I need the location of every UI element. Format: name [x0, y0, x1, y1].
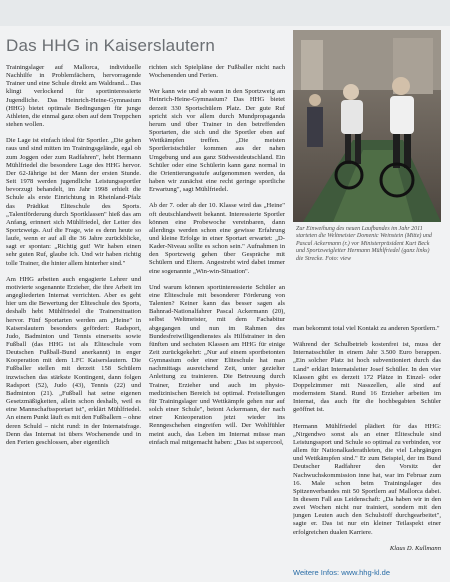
paragraph: Trainingslager auf Mallorca, individuelle Nachhilfe in Problemfächern, hervorragende Trainer und eine Schule direkt am Waldrand... Das klingt verlockend für sportinteressierte Jugendliche. Das Heinrich-Heine-Gymnasium (HHG) bietet optimale Bedingungen für junge Athleten, die einmal ganz oben auf dem Treppchen stehen wollen.	[6, 64, 141, 129]
paragraph: Ab der 7. oder ab der 10. Klasse wird das „Heine" oft deutschlandweit bekannt. Interessierte Sportler können eine Probewoche vereinbaren, dann allerdings werden schon eine gewisse Erfahrung und kleine Erfolge in einer Sportart erwartet: „D-Kader-Niveau sollte es schon sein." Aufnahmen in den Sportzweig gehen über Gespräche mit Schülern und Eltern. Angestrebt wird dabei immer eine sogenannte „Win-win-Situation".	[149, 202, 285, 275]
photo-caption: Zur Einweihung des neuen Laufbandes im Jahr 2011 starteten die Weltmeister Domenic Weinstein (Mitte) und Pascal Ackermann (r.) vor Ministerpräsident Kurt Beck und Sportzweigleiter Hermann Mühlfriedel (ganz links) die Strecke. Foto: view	[296, 226, 432, 262]
paragraph: richten sich Spielpläne der Fußballer nicht nach Wochenenden und Ferien.	[149, 64, 285, 80]
paragraph: Während der Schulbetrieb kostenfrei ist, muss der Internatsschüler in einem Jahr 3.500 Euro berappen. „Ein solcher Platz ist hoch subventioniert durch das Land" erklärt Internatsleiter Josef Schüller. In den vier Klassen gibt es derzeit 172 Plätze in Einzel- oder Doppelzimmer mit Nasszellen, alle sind auf modernstem Stand. Rund 16 Erzieher arbeiten im Internat, das auch für die hochbegabten Schüler geöffnet ist.	[293, 341, 441, 414]
paragraph: Und warum können sportinteressierte Schüler an eine Eliteschule mit besonderer Förderung von Talenten? Keiner kann das besser sagen als Bahnrad-Nationalfahrer Pascal Ackermann (20), selbst Weltmeister, mit dem Fachabitur abgegangen und nun im Rahmen des Bundesfreiwilligendienstes als Hilfstrainer in den fünften und sechsten Klassen am HHG für einige Zeit zurückgekehrt: „Nur auf einem sportbetonten Gymnasium oder einer Eliteschule hat man nachmittags ausreichend Zeit, unter gezielter Anleitung zu trainieren. Die Betreuung durch Trainer, Erzieher und auch im physio-medizinischen Bereich ist optimal. Freistellungen für Trainingslager und Wettkämpfe gehen nur auf solch einer Schule", betont Ackermann, der nach einer Knieoperation jetzt wieder ins Renngeschehen eingreifen will. Der Wohlfühler meint auch, das Leben im Internat müsse man einfach mal mitgemacht haben: „Das ist supercool,	[149, 283, 285, 446]
paragraph: Die Lage ist einfach ideal für Sportler. „Die gehen raus und sind mitten im Trainingsgelände, egal ob zum Joggen oder zum Radfahren", hebt Hermann Mühlfriedel die besondere Lage des HHG hervor. Der 62-Jährige ist der Mann der ersten Stunde. Seit 1978 werden jugendliche Leistungssportler bevorzugt behandelt, im Jahr 1998 erhielt die Schule als erste Einrichtung in Rheinland-Pfalz das Prädikat Eliteschule des Sports. „Talentförderung durch Sportklassen" hieß das am Anfang, erinnert sich Mühlfriedel, der Leiter des Sportzweigs. Auf die Frage, wie es denn heute so laufe, wenn er auf all die 36 Jahre zurückblicke, sagt er spontan: „Richtig gut! Wir haben einen sehr guten Ruf, glaube ich. Und wir haben richtig tolle Trainer, die hinter allem hinterher sind."	[6, 137, 141, 267]
paragraph: man bekommt total viel Kontakt zu anderen Sportlern."	[293, 325, 440, 332]
author-byline: Klaus D. Kullmann	[389, 544, 441, 552]
article-column-3	[293, 325, 441, 582]
article-title: Das HHG in Kaiserslautern	[6, 36, 216, 55]
cyclists-photo-illustration	[293, 30, 441, 222]
article-column-2	[149, 64, 285, 578]
paragraph: Am HHG arbeiten auch engagierte Lehrer und motivierte sogenannte Erzieher, die ihre Arbeit im angegliederten Internat verrichten. Aber es geht hier um die Bewertung der Eliteschule des Sports, deshalb hebt Mühlfriedel die Trainersituation hervor. Fünf Sportarten werden am „Heine" in Kaiserslautern besonders gefördert: Radsport, Judo, Badminton und Tennis einerseits sowie Fußball (das HHG ist als Eliteschule vom Deutschen Fußball-Bund anerkannt) in enger Kooperation mit dem 1.FC Kaiserslautern. Die Fußballer stellen mit derzeit 158 Schülern inzwischen das stärkste Kontingent, dann folgen Radsport (52), Judo (43), Tennis (22) und Badminton (21). „Fußball hat seine eigenen Gesetzmäßigkeiten, allein schon deshalb, weil es eine Mannschaftssportart ist", erklärt Mühlfriedel. An einem Punkt läuft es mit den Fußballern – ohne deren Schuld – nicht rund: in der Internatsfrage. Denn das Internat ist übers Wochenende und in den Ferien geschlossen, aber eigentlich	[6, 275, 141, 446]
treadmill-photo	[293, 30, 441, 222]
page-header-band	[0, 0, 450, 26]
more-info-link[interactable]: Weitere Infos: www.hhg-kl.de	[293, 568, 390, 577]
paragraph: Wer kann wie und ab wann in den Sportzweig am Heinrich-Heine-Gymnasium? Das HHG bietet derzeit 330 Sportschülern Platz. Der gute Ruf spricht sich vor allem durch Mundpropaganda herum und über Trainer in den betreffenden Sportarten, die sich und die Sportler eben auf Wettkämpfen treffen. „Die meisten Sportleristschüler kommen aus der nahen Umgebung und aus ganz Südwestdeutschland. Ein Schüler oder eine Schülerin kann ganz normal in die Orientierungsstufe aufgenommen werden, da haben wir zunächst eine recht geringe sportliche Erwartung", sagt Mühlfriedel.	[149, 88, 285, 194]
paragraph: Hermann Mühlfriedel plädiert für das HHG: „Nirgendwo sonst als an einer Eliteschule sind Leistungssport und Schule so optimal zu verbinden, vor allem für Nationalkaderathleten, die viel Lehrgängen und Wettkämpfen sind." Er zum Beispiel, der im Bund Deutscher Radfahrer den Vorsitz der Nachwuchskommission inne hat, war im Februar zum 16. Male schon beim Trainingslager des Spitzenverbandes mit 50 Sportlern auf Mallorca dabei. In diesem Fall aus Leidenschaft: „Da haben wir in den zwei Wochen nicht nur trainiert, sondern mit den jungen Leuten auch den Schulstoff durchgearbeitet", sagte er. Das ist nur ein kleiner Teilaspekt einer erfolgreichen dualen Karriere.	[293, 422, 441, 536]
article-column-1	[6, 64, 141, 578]
